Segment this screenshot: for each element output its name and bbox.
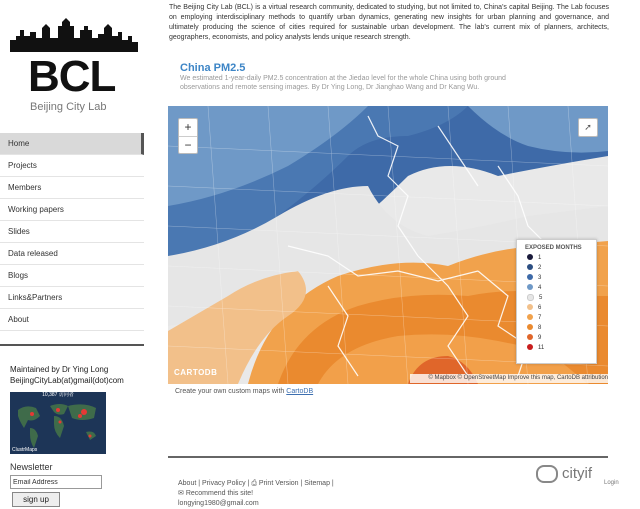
legend-label: 4	[538, 285, 542, 291]
map-description: We estimated 1-year-daily PM2.5 concentration at the Jiedao level for the whole China using both ground observations and remote sensing images. By Dr Ying Long, Dr Jianghao Wang and Dr Kang Wu.	[180, 75, 506, 91]
footer-about-link[interactable]: About	[178, 480, 197, 487]
share-icon[interactable]: ➚	[578, 118, 598, 137]
nav-item-working-papers[interactable]: Working papers	[0, 199, 144, 221]
zoom-in-button[interactable]: +	[179, 119, 197, 137]
legend-swatch	[527, 274, 533, 280]
legend-swatch	[527, 344, 533, 350]
footer: About | Privacy Policy | ⎙ Print Version | Sitemap | ✉ Recommend this site! longying1980@gmail.com	[178, 480, 334, 507]
legend-row	[517, 283, 596, 293]
maintainer-name: Maintained by Dr Ying Long	[10, 365, 109, 374]
clustrmaps-widget[interactable]	[10, 392, 106, 454]
footer-print-link[interactable]: Print Version	[258, 480, 299, 487]
legend-row	[517, 273, 596, 283]
cartodb-watermark: CARTODB	[174, 368, 218, 377]
legend-label: 3	[538, 275, 542, 281]
newsletter-email-input[interactable]	[10, 475, 102, 489]
legend-label: 9	[538, 335, 542, 341]
map-legend	[516, 239, 597, 364]
legend-swatch	[527, 334, 533, 340]
legend-label: 1	[538, 255, 542, 261]
nav-item-about[interactable]: About	[0, 309, 144, 331]
legend-swatch	[527, 294, 534, 301]
legend-swatch	[527, 324, 533, 330]
legend-label: 11	[538, 345, 545, 351]
footer-divider	[168, 456, 608, 458]
nav-item-blogs[interactable]: Blogs	[0, 265, 144, 287]
legend-label: 7	[538, 315, 542, 321]
legend-row	[517, 253, 596, 263]
print-icon: ⎙	[251, 480, 257, 487]
wechat-icon	[536, 465, 558, 483]
login-link[interactable]: Login	[604, 480, 619, 486]
nav-item-data-released[interactable]: Data released	[0, 243, 144, 265]
sidebar-divider	[0, 344, 144, 346]
logo-text: BCL	[28, 52, 116, 101]
bcl-logo[interactable]	[10, 18, 140, 118]
own-maps-note	[175, 388, 313, 395]
legend-row	[517, 263, 596, 273]
footer-sitemap-link[interactable]: Sitemap	[304, 480, 330, 487]
maintainer-email: BeijingCityLab(at)gmail(dot)com	[10, 376, 124, 385]
legend-swatch	[527, 304, 533, 310]
clustrmaps-label: ClustrMaps	[12, 447, 38, 453]
sidebar	[0, 0, 150, 508]
maintainer-info	[10, 364, 124, 386]
nav-item-home[interactable]: Home	[0, 133, 144, 155]
own-maps-text: Create your own custom maps with	[175, 388, 285, 395]
legend-swatch	[527, 254, 533, 260]
legend-row	[517, 313, 596, 323]
legend-swatch	[527, 314, 533, 320]
wechat-watermark	[536, 465, 592, 483]
zoom-control	[178, 118, 198, 154]
logo-subtitle: Beijing City Lab	[30, 101, 107, 113]
map-title: China PM2.5	[180, 62, 246, 74]
zoom-out-button[interactable]: −	[184, 138, 192, 152]
world-map-icon	[10, 392, 106, 454]
legend-row	[517, 323, 596, 333]
nav-item-slides[interactable]: Slides	[0, 221, 144, 243]
skyline-logo-icon	[10, 18, 138, 52]
legend-label: 6	[538, 305, 542, 311]
newsletter-title: Newsletter	[10, 462, 53, 472]
legend-title: EXPOSED MONTHS	[525, 245, 582, 251]
map-attribution[interactable]: © Mapbox © OpenStreetMap Improve this map, CartoDB attribution	[410, 374, 610, 383]
legend-row	[517, 293, 596, 303]
legend-label: 5	[539, 295, 543, 301]
cartodb-link[interactable]: CartoDB	[286, 388, 314, 395]
footer-email: longying1980@gmail.com	[178, 500, 259, 507]
signup-button[interactable]: sign up	[12, 492, 60, 507]
mail-icon: ✉	[178, 490, 184, 497]
legend-swatch	[527, 264, 533, 270]
wechat-text: cityif	[562, 465, 592, 482]
footer-privacy-link[interactable]: Privacy Policy	[202, 480, 246, 487]
legend-row	[517, 333, 596, 343]
legend-row	[517, 343, 596, 353]
legend-row	[517, 303, 596, 313]
nav-item-members[interactable]: Members	[0, 177, 144, 199]
nav-item-links-partners[interactable]: Links&Partners	[0, 287, 144, 309]
intro-text: The Beijing City Lab (BCL) is a virtual research community, dedicated to studying, but not limited to, China's capital Beijing. The Lab focuses on employing interdisciplinary methods to quantify urban dynamics, generating new insights for urban planning and governance, and ultimately producing the science of cities required for sustainable urban development. The lab's current mix of planners, architects, geographers, economists, and policy analysts lends unique research strength.	[169, 4, 609, 41]
legend-swatch	[527, 284, 533, 290]
legend-label: 2	[538, 265, 542, 271]
nav-item-projects[interactable]: Projects	[0, 155, 144, 177]
legend-label: 8	[538, 325, 542, 331]
clustrmaps-header: 10,387 访问者	[42, 392, 74, 398]
main-nav	[0, 133, 144, 331]
footer-recommend-link[interactable]: Recommend this site!	[185, 490, 254, 497]
